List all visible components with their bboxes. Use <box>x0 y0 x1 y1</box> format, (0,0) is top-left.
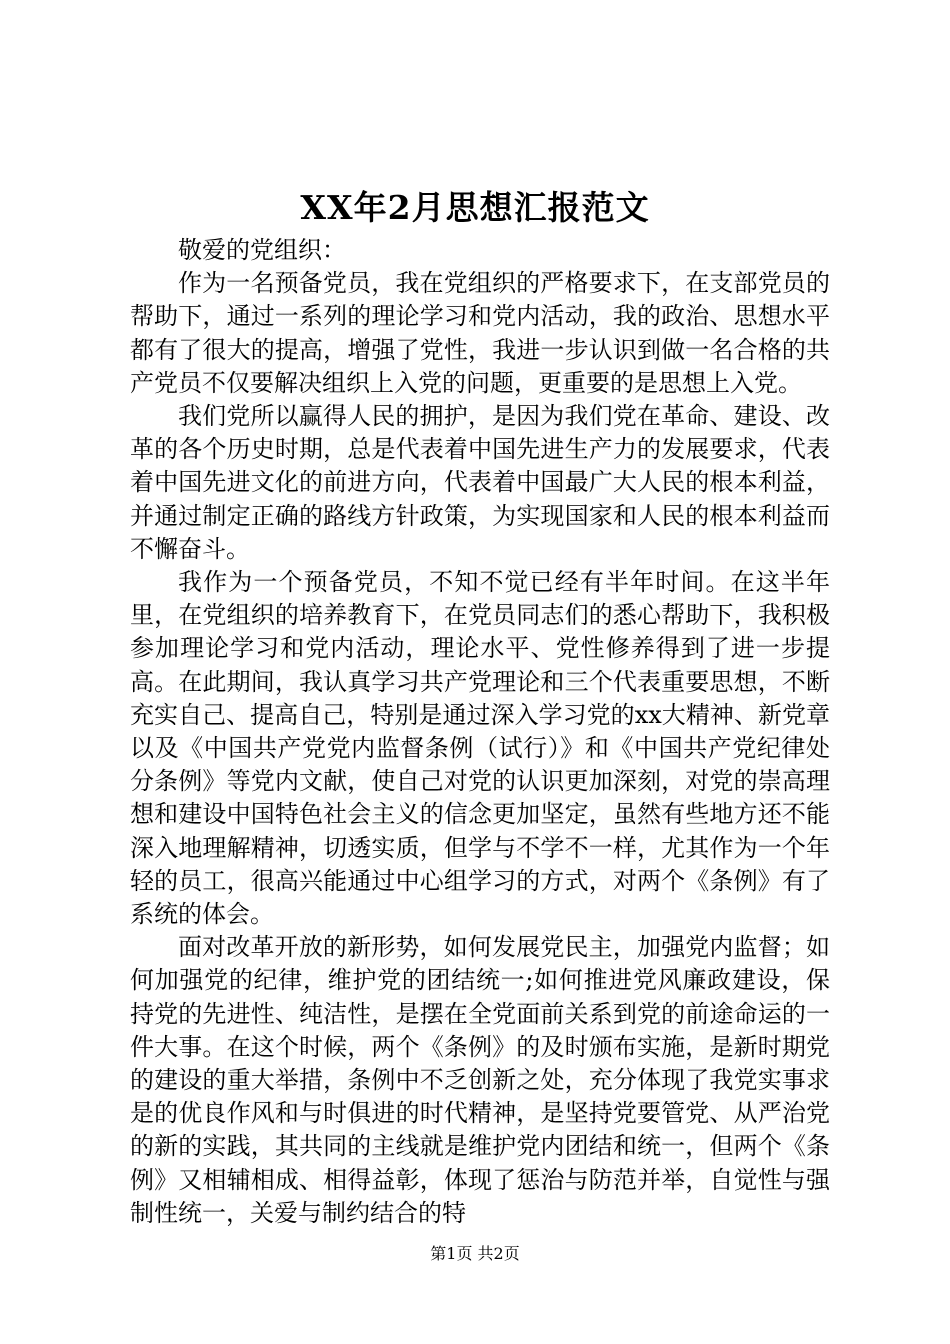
paragraph: 作为一名预备党员，我在党组织的严格要求下，在支部党员的帮助下，通过一系列的理论学习和党内活动，我的政治、思想水平都有了很大的提高，增强了党性，我进一步认识到做一名合格的共产党员不仅要解决组织上入党的问题，更重要的是思想上入党。 <box>130 269 830 397</box>
document-body <box>130 234 830 1230</box>
page-footer: 第1页 共2页 <box>430 1244 520 1263</box>
document-title: XX年2月思想汇报范文 <box>300 188 650 227</box>
paragraph: 面对改革开放的新形势，如何发展党民主，加强党内监督；如何加强党的纪律，维护党的团结统一;如何推进党风廉政建设，保持党的先进性、纯洁性，是摆在全党面前关系到党的前途命运的一件大事。在这个时候，两个《条例》的及时颁布实施，是新时期党的建设的重大举措，条例中不乏创新之处，充分体现了我党实事求是的优良作风和与时俱进的时代精神，是坚持党要管党、从严治党的新的实践，其共同的主线就是维护党内团结和统一，但两个《条例》又相辅相成、相得益彰，体现了惩治与防范并举，自觉性与强制性统一，关爱与制约结合的特 <box>130 933 830 1227</box>
paragraph: 我作为一个预备党员，不知不觉已经有半年时间。在这半年里，在党组织的培养教育下，在党员同志们的悉心帮助下，我积极参加理论学习和党内活动，理论水平、党性修养得到了进一步提高。在此期间，我认真学习共产党理论和三个代表重要思想，不断充实自己、提高自己，特别是通过深入学习党的xx大精神、新党章以及《中国共产党党内监督条例（试行）》和《中国共产党纪律处分条例》等党内文献，使自己对党的认识更加深刻，对党的崇高理想和建设中国特色社会主义的信念更加坚定，虽然有些地方还不能深入地理解精神，切透实质，但学与不学不一样，尤其作为一个年轻的员工，很高兴能通过中心组学习的方式，对两个《条例》有了系统的体会。 <box>130 568 830 929</box>
salutation: 敬爱的党组织： <box>178 236 346 264</box>
paragraph: 我们党所以赢得人民的拥护，是因为我们党在革命、建设、改革的各个历史时期，总是代表着中国先进生产力的发展要求，代表着中国先进文化的前进方向，代表着中国最广大人民的根本利益，并通过制定正确的路线方针政策，为实现国家和人民的根本利益而不懈奋斗。 <box>130 402 830 563</box>
